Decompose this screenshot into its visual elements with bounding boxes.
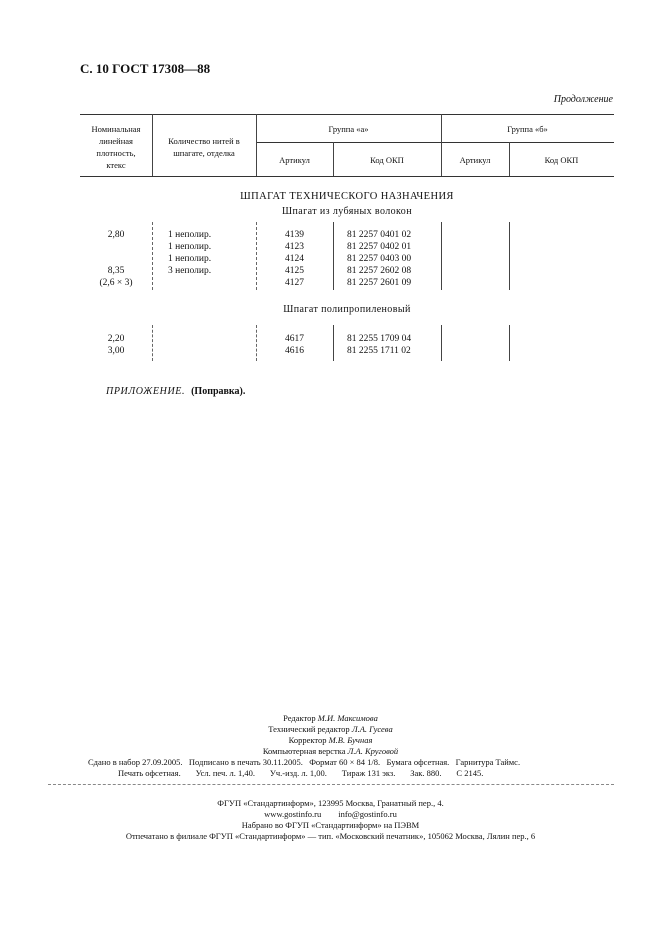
cell-okp: 81 2255 1711 02: [347, 346, 411, 356]
body-divider: [441, 325, 442, 361]
body-divider: [152, 325, 153, 361]
body-divider: [333, 222, 334, 290]
publisher-email: info@gostinfo.ru: [338, 809, 397, 819]
publisher-contacts: [0, 809, 661, 821]
cell-okp: 81 2257 0402 01: [347, 242, 412, 252]
continuation-label: Продолжение: [553, 94, 613, 105]
cell-article: 4123: [285, 242, 304, 252]
appendix-text: (Поправка).: [191, 386, 246, 397]
cell-threads: 1 неполир.: [168, 242, 212, 252]
appendix-label: ПРИЛОЖЕНИЕ.: [106, 386, 186, 397]
appendix-note: [106, 386, 245, 397]
cell-threads: 1 неполир.: [168, 254, 212, 264]
group-divider-rule: [256, 142, 614, 143]
cell-article: 4617: [285, 334, 304, 344]
page-header: С. 10 ГОСТ 17308—88: [80, 61, 211, 76]
imprint-layout: Компьютерная верстка Л.А. Круговой: [262, 746, 399, 756]
header-bottom-rule: [80, 176, 614, 177]
imprint-line-1: Сдано в набор 27.09.2005. Подписано в печать 30.11.2005. Формат 60 × 84 1/8. Бумага офсетная. Гарнитура Таймс.: [88, 757, 521, 767]
imprint-tech-editor: Технический редактор Л.А. Гусева: [268, 724, 393, 734]
cell-okp: 81 2257 0403 00: [347, 254, 412, 264]
cell-okp: 81 2257 2602 08: [347, 266, 412, 276]
cell-threads: 1 неполир.: [168, 230, 212, 240]
header-okp-a: Код ОКП: [370, 155, 404, 165]
typeset-line: Набрано во ФГУП «Стандартинформ» на ПЭВМ: [241, 820, 420, 830]
imprint-editor: Редактор М.И. Максимова: [283, 713, 378, 723]
cell-article: 4139: [285, 230, 304, 240]
header-article-a: Артикул: [279, 155, 310, 165]
body-divider: [441, 222, 442, 290]
body-divider: [509, 222, 510, 290]
cell-article: 4616: [285, 346, 304, 356]
cell-density: (2,6 × 3): [99, 278, 133, 288]
publisher-line: ФГУП «Стандартинформ», 123995 Москва, Гранатный пер., 4.: [217, 798, 444, 808]
header-group-b: Группа «б»: [507, 124, 548, 134]
cell-okp: 81 2257 0401 02: [347, 230, 412, 240]
publisher-site: www.gostinfo.ru: [264, 809, 322, 819]
cell-density: 8,35: [107, 266, 125, 276]
body-divider: [152, 222, 153, 290]
subsection-title-1: Шпагат из лубяных волокон: [282, 206, 412, 217]
imprint-line-2: Печать офсетная. Усл. печ. л. 1,40. Уч.-изд. л. 1,00. Тираж 131 экз. Зак. 880. С 2145.: [118, 768, 484, 778]
cell-okp: 81 2255 1709 04: [347, 334, 412, 344]
header-threads: Количество нитей в шпагате, отделка: [168, 136, 240, 158]
cell-density: 2,80: [107, 230, 125, 240]
body-divider: [333, 325, 334, 361]
header-density: Номинальная линейная плотность, ктекс: [91, 124, 141, 170]
cell-article: 4127: [285, 278, 304, 288]
table-top-rule: [80, 114, 614, 115]
header-group-a: Группа «а»: [328, 124, 369, 134]
imprint-divider: [48, 784, 614, 785]
body-divider: [509, 325, 510, 361]
cell-density: 2,20: [107, 334, 125, 344]
cell-article: 4125: [285, 266, 304, 276]
cell-density: 3,00: [107, 346, 125, 356]
printed-line: Отпечатано в филиале ФГУП «Стандартинформ» — тип. «Московский печатник», 105062 Москва, Лялин пер., 6: [125, 831, 536, 841]
section-title: ШПАГАТ ТЕХНИЧЕСКОГО НАЗНАЧЕНИЯ: [240, 191, 454, 202]
cell-article: 4124: [285, 254, 304, 264]
imprint-corrector: Корректор М.В. Бучная: [288, 735, 373, 745]
header-article-b: Артикул: [459, 155, 491, 165]
subsection-title-2: Шпагат полипропиленовый: [283, 304, 411, 315]
cell-threads: 3 неполир.: [168, 266, 212, 276]
cell-okp: 81 2257 2601 09: [347, 278, 412, 288]
header-okp-b: Код ОКП: [544, 155, 579, 165]
